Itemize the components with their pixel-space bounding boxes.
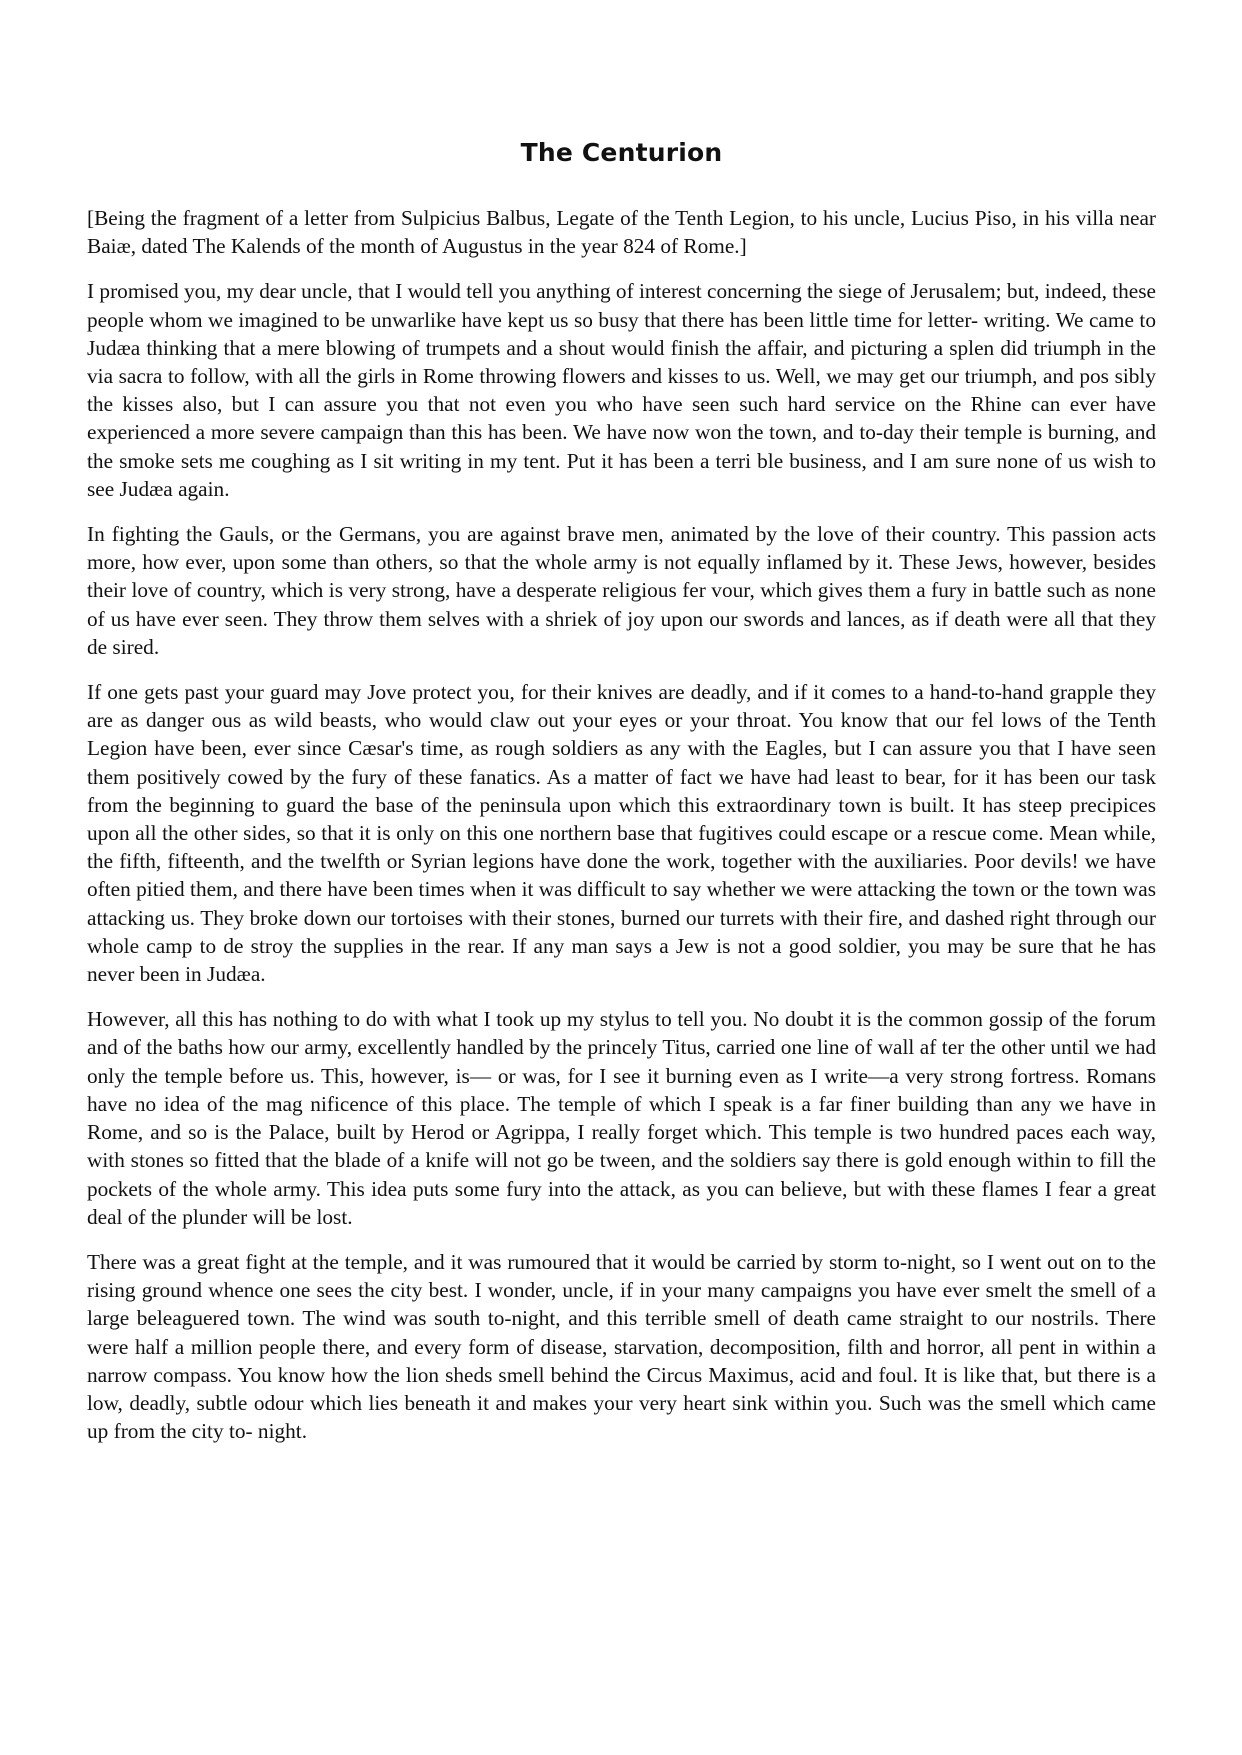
paragraph: There was a great fight at the temple, and it was rumoured that it would be carried by storm to-night, so I went out on to the rising ground whence one sees the city best. I wonder, uncle, if in your many campaigns you have ever smelt the smell of a large beleaguered town. The wind was south to-night, and this terrible smell of death came straight to our nostrils. There were half a million people there, and every form of disease, starvation, decomposition, filth and horror, all pent in within a narrow compass. You know how the lion sheds smell behind the Circus Maximus, acid and foul. It is like that, but there is a low, deadly, subtle odour which lies beneath it and makes your very heart sink within you. Such was the smell which came up from the city to- night. bbox=[87, 1249, 1156, 1444]
paragraph-preface: [Being the fragment of a letter from Sulpicius Balbus, Legate of the Tenth Legion, to his uncle, Lucius Piso, in his villa near Baiæ, dated The Kalends of the month of Augustus in the year 824 of Rome.] bbox=[87, 206, 1156, 259]
document-page bbox=[87, 118, 1156, 1462]
paragraph: I promised you, my dear uncle, that I would tell you anything of interest concerning the siege of Jerusalem; but, indeed, these people whom we imagined to be unwarlike have kept us so busy that there has been little time for letter- writing. We came to Judæa thinking that a mere blowing of trumpets and a shout would finish the affair, and picturing a splen did triumph in the via sacra to follow, with all the girls in Rome throwing flowers and kisses to us. Well, we may get our triumph, and pos sibly the kisses also, but I can assure you that not even you who have seen such hard service on the Rhine can ever have experienced a more severe campaign than this has been. We have now won the town, and to-day their temple is burning, and the smoke sets me coughing as I sit writing in my tent. Put it has been a terri ble business, and I am sure none of us wish to see Judæa again. bbox=[87, 279, 1156, 501]
paragraph: If one gets past your guard may Jove protect you, for their knives are deadly, and if it comes to a hand-to-hand grapple they are as danger ous as wild beasts, who would claw out your eyes or your throat. You know that our fel lows of the Tenth Legion have been, ever since Cæsar's time, as rough soldiers as any with the Eagles, but I can assure you that I have seen them positively cowed by the fury of these fanatics. As a matter of fact we have had least to bear, for it has been our task from the beginning to guard the base of the peninsula upon which this extraordinary town is built. It has steep precipices upon all the other sides, so that it is only on this one northern base that fugitives could escape or a rescue come. Mean while, the fifth, fifteenth, and the twelfth or Syrian legions have done the work, together with the auxiliaries. Poor devils! we have often pitied them, and there have been times when it was difficult to say whether we were attacking the town or the town was attacking us. They broke down our tortoises with their stones, burned our turrets with their fire, and dashed right through our whole camp to de stroy the supplies in the rear. If any man says a Jew is not a good soldier, you may be sure that he has never been in Judæa. bbox=[87, 680, 1156, 987]
paragraph: In fighting the Gauls, or the Germans, you are against brave men, animated by the love of their country. This passion acts more, how ever, upon some than others, so that the whole army is not equally inflamed by it. These Jews, however, besides their love of country, which is very strong, have a desperate religious fer vour, which gives them a fury in battle such as none of us have ever seen. They throw them selves with a shriek of joy upon our swords and lances, as if death were all that they de sired. bbox=[87, 522, 1156, 659]
paragraph: However, all this has nothing to do with what I took up my stylus to tell you. No doubt it is the common gossip of the forum and of the baths how our army, excellently handled by the princely Titus, carried one line of wall af ter the other until we had only the temple before us. This, however, is— or was, for I see it burning even as I write—a very strong fortress. Romans have no idea of the mag nificence of this place. The temple of which I speak is a far finer building than any we have in Rome, and so is the Palace, built by Herod or Agrippa, I really forget which. This temple is two hundred paces each way, with stones so fitted that the blade of a knife will not go be tween, and the soldiers say there is gold enough within to fill the pockets of the whole army. This idea puts some fury into the attack, as you can believe, but with these flames I fear a great deal of the plunder will be lost. bbox=[87, 1007, 1156, 1229]
page-title: The Centurion bbox=[520, 138, 723, 167]
